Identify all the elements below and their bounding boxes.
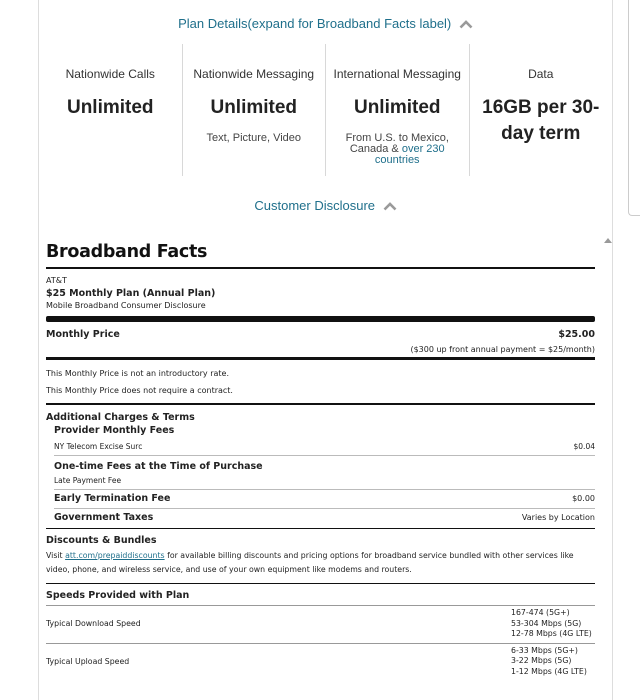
feature-label: Data bbox=[528, 67, 554, 81]
fee-name: Government Taxes bbox=[54, 512, 154, 523]
upload-speed-row bbox=[46, 646, 595, 678]
divider bbox=[46, 528, 595, 529]
divider bbox=[54, 508, 595, 509]
chevron-up-icon bbox=[459, 20, 473, 29]
speed-values bbox=[511, 608, 595, 640]
monthly-price-note: ($300 up front annual payment = $25/month) bbox=[410, 345, 595, 354]
plan-features bbox=[39, 44, 612, 176]
feature-nationwide-messaging bbox=[183, 44, 327, 176]
feature-nationwide-calls bbox=[39, 44, 183, 176]
broadband-facts-label bbox=[46, 242, 595, 677]
feature-international-messaging bbox=[326, 44, 470, 176]
feature-sub: Text, Picture, Video bbox=[206, 132, 302, 144]
monthly-price-value: $25.00 bbox=[558, 329, 595, 340]
fee-row bbox=[54, 442, 595, 451]
fee-name: Late Payment Fee bbox=[54, 476, 122, 485]
speed-value: 1-12 Mbps (4G LTE) bbox=[511, 666, 587, 676]
scroll-up-arrow-icon[interactable] bbox=[604, 238, 612, 243]
fee-value: Varies by Location bbox=[521, 513, 595, 522]
discounts-prefix: Visit bbox=[46, 551, 66, 560]
feature-sub bbox=[326, 133, 469, 166]
divider bbox=[46, 583, 595, 584]
feature-sub-text: From U.S. to Mexico, Canada & bbox=[345, 132, 449, 155]
discounts-text bbox=[46, 549, 595, 577]
fee-name: NY Telecom Excise Surc bbox=[54, 442, 143, 451]
speed-value: 167-474 (5G+) bbox=[511, 608, 570, 617]
feature-value: 16GB per 30-day term bbox=[482, 97, 600, 144]
fee-row bbox=[54, 512, 595, 523]
chevron-up-icon bbox=[383, 202, 397, 211]
provider-fees-heading: Provider Monthly Fees bbox=[54, 425, 175, 436]
speed-label: Typical Upload Speed bbox=[46, 656, 130, 666]
monthly-price-label: Monthly Price bbox=[46, 329, 120, 340]
speed-label: Typical Download Speed bbox=[46, 619, 141, 629]
plan-details-toggle-label: Plan Details(expand for Broadband Facts label) bbox=[178, 16, 452, 31]
divider bbox=[46, 403, 595, 405]
speed-value: 12-78 Mbps (4G LTE) bbox=[511, 629, 592, 638]
divider bbox=[54, 455, 595, 456]
divider-thick bbox=[46, 316, 595, 322]
download-speed-row bbox=[46, 608, 595, 640]
divider-thick bbox=[46, 357, 595, 360]
fee-value: $0.04 bbox=[573, 442, 595, 451]
customer-disclosure-label: Customer Disclosure bbox=[254, 198, 376, 213]
customer-disclosure-toggle[interactable] bbox=[39, 198, 612, 213]
speed-values bbox=[511, 646, 595, 678]
speed-value: 6-33 Mbps (5G+) bbox=[511, 645, 578, 655]
fee-value: $0.00 bbox=[572, 494, 595, 503]
speed-value: 3-22 Mbps (5G) bbox=[511, 656, 572, 665]
feature-data bbox=[470, 44, 613, 176]
divider bbox=[54, 489, 595, 490]
contract-note: This Monthly Price does not require a contract. bbox=[46, 386, 233, 395]
adjacent-panel-edge bbox=[628, 0, 640, 216]
feature-label: International Messaging bbox=[333, 67, 461, 81]
discounts-heading: Discounts & Bundles bbox=[46, 535, 157, 546]
divider bbox=[46, 643, 595, 644]
prepaid-discounts-link[interactable]: att.com/prepaiddiscounts bbox=[65, 551, 165, 560]
feature-value: Unlimited bbox=[210, 97, 298, 118]
additional-charges-heading: Additional Charges & Terms bbox=[46, 412, 195, 423]
provider-name: AT&T bbox=[46, 276, 67, 285]
divider bbox=[46, 605, 595, 606]
fee-row bbox=[54, 476, 595, 485]
fee-name: Early Termination Fee bbox=[54, 493, 171, 504]
speed-value: 53-304 Mbps (5G) bbox=[511, 618, 582, 628]
speeds-heading: Speeds Provided with Plan bbox=[46, 590, 190, 601]
feature-value: Unlimited bbox=[66, 97, 154, 118]
intro-rate-note: This Monthly Price is not an introductory rate. bbox=[46, 369, 229, 378]
feature-label: Nationwide Calls bbox=[65, 67, 155, 81]
plan-name: $25 Monthly Plan (Annual Plan) bbox=[46, 288, 216, 299]
fee-row bbox=[54, 493, 595, 504]
content-frame-right-border bbox=[612, 0, 613, 700]
plan-details-toggle[interactable] bbox=[39, 16, 612, 31]
broadband-facts-title: Broadband Facts bbox=[46, 242, 595, 269]
feature-value: Unlimited bbox=[353, 97, 441, 118]
onetime-fees-heading: One-time Fees at the Time of Purchase bbox=[54, 461, 263, 472]
discounts-suffix: for available billing discounts and pricing options for broadband service bundled with other services like video, phone, and wireless service, and use of your own equipment like modems and routers. bbox=[46, 551, 574, 574]
monthly-price-row bbox=[46, 329, 595, 340]
countries-link[interactable]: over 230 countries bbox=[374, 143, 445, 166]
disclosure-type: Mobile Broadband Consumer Disclosure bbox=[46, 301, 206, 310]
feature-label: Nationwide Messaging bbox=[193, 67, 315, 81]
